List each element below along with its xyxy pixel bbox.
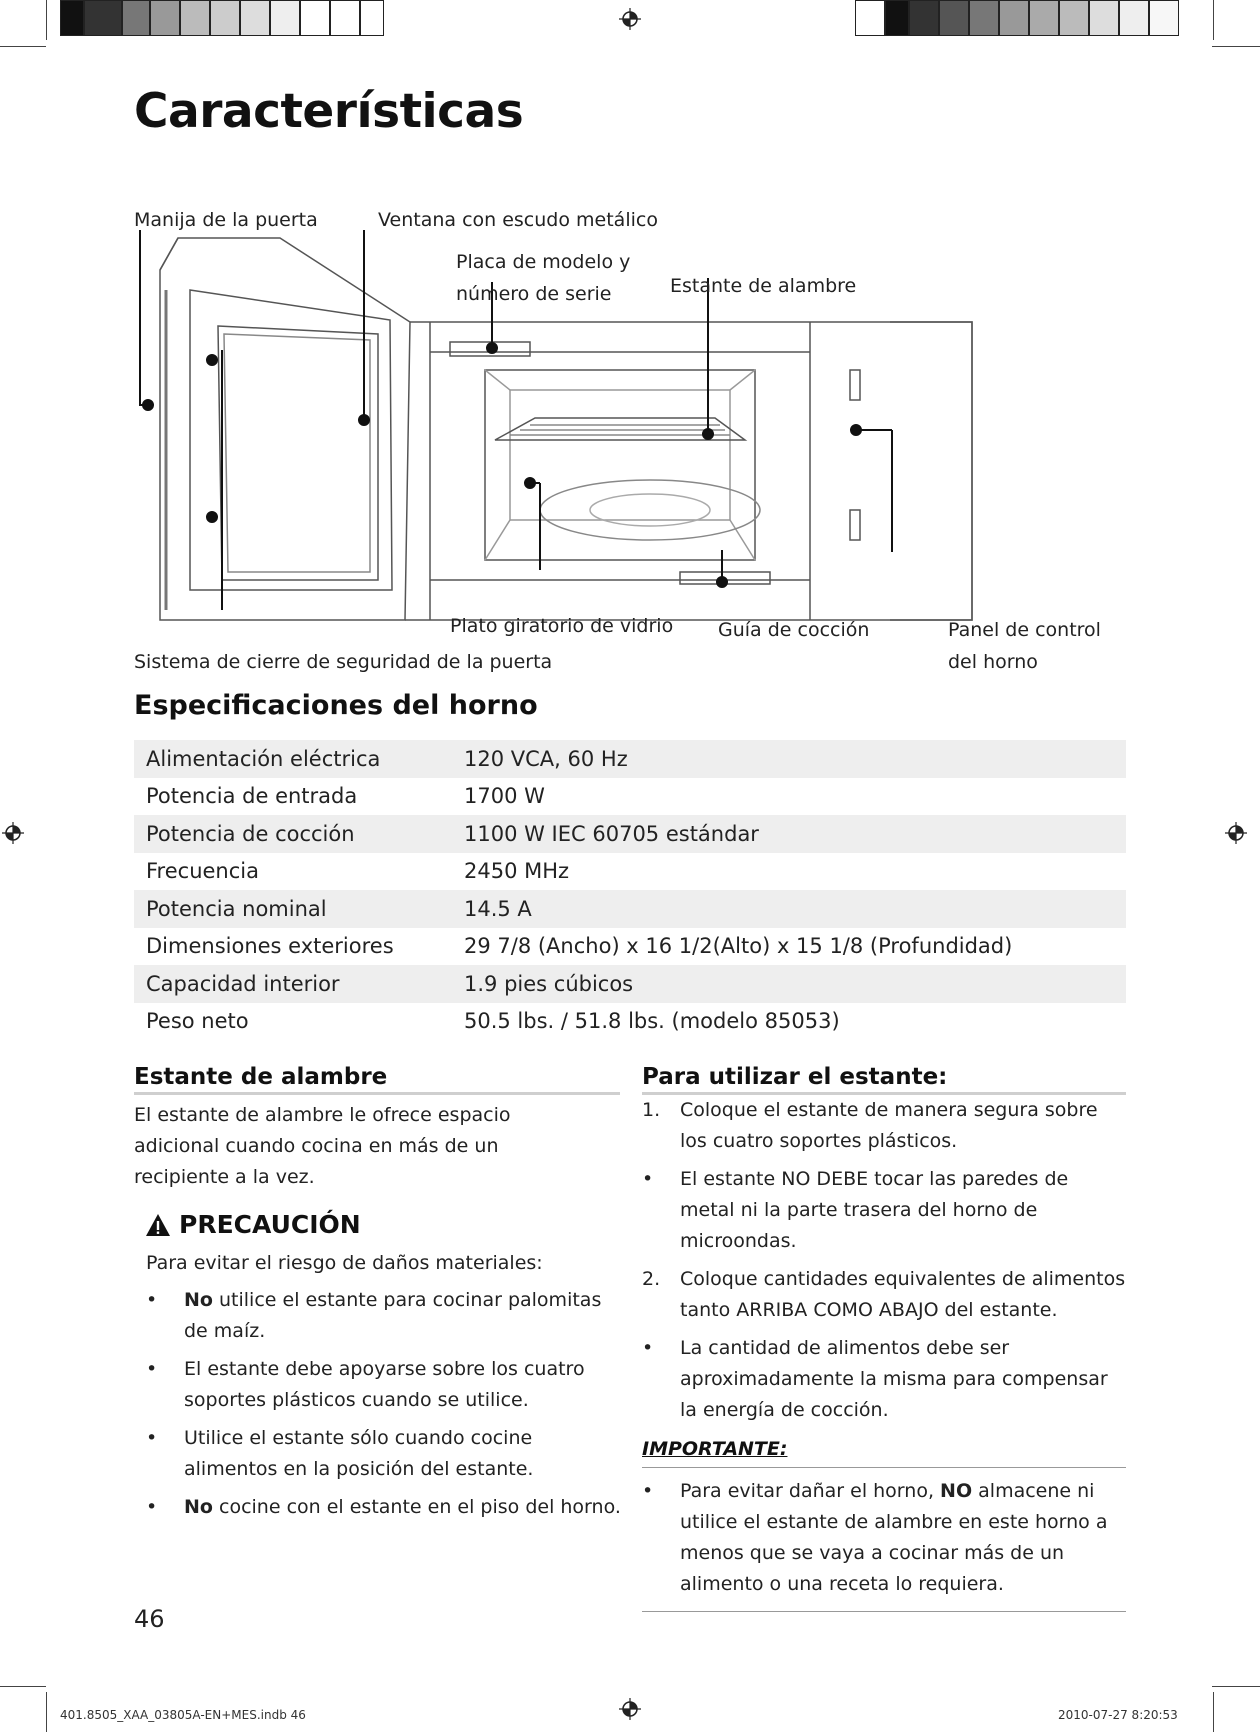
- crop-mark: [46, 0, 47, 40]
- footer-timestamp: 2010-07-27 8:20:53: [1058, 1708, 1178, 1722]
- registration-target-icon: [2, 822, 24, 844]
- spec-key: Potencia nominal: [134, 890, 452, 928]
- specs-title: Especificaciones del horno: [134, 690, 538, 721]
- label-window: Ventana con escudo metálico: [378, 209, 658, 231]
- bullet-bold: No: [184, 1289, 213, 1311]
- label-model-plate-2: número de serie: [456, 283, 612, 305]
- label-door-lock: Sistema de cierre de seguridad de la puerta: [134, 651, 553, 673]
- list-text: La cantidad de alimentos debe ser aproximadamente la misma para compensar la energía de cocción.: [680, 1337, 1108, 1421]
- caution-title-block: [145, 1210, 361, 1239]
- color-registration-bar-right: [855, 0, 1200, 36]
- registration-target-icon: [1225, 822, 1247, 844]
- list-item: [642, 1333, 1126, 1426]
- important-pre: Para evitar dañar el horno,: [680, 1480, 941, 1502]
- spec-value: 14.5 A: [452, 890, 1126, 928]
- list-marker: •: [642, 1337, 654, 1359]
- spec-key: Potencia de entrada: [146, 784, 358, 809]
- use-rack-column: [642, 1095, 1126, 1612]
- list-item: • Utilice el estante sólo cuando cocine alimentos en la posición del estante.: [146, 1427, 534, 1480]
- label-wire-rack: Estante de alambre: [670, 275, 857, 297]
- spec-value: 29 7/8 (Ancho) x 16 1/2(Alto) x 15 1/8 (Profundidad): [464, 934, 1013, 959]
- list-item: • No utilice el estante para cocinar palomitas de maíz.: [146, 1289, 602, 1342]
- spec-key: Potencia de cocción: [134, 815, 452, 853]
- caution-title: PRECAUCIÓN: [179, 1210, 361, 1239]
- specs-row: [134, 778, 1126, 816]
- spec-key: Peso neto: [146, 1009, 249, 1034]
- registration-target-icon: [619, 1698, 641, 1720]
- bullet-text: cocine con el estante en el piso del horno.: [212, 1496, 621, 1518]
- list-text: Coloque el estante de manera segura sobre los cuatro soportes plásticos.: [680, 1099, 1098, 1152]
- wire-rack-column: [134, 1100, 624, 1193]
- footer-file-name: 401.8505_XAA_03805A-EN+MES.indb 46: [60, 1708, 306, 1722]
- bullet-text: utilice el estante para cocinar palomitas de maíz.: [184, 1289, 602, 1342]
- warning-triangle-icon: [145, 1213, 171, 1237]
- specs-table: [134, 740, 1126, 1040]
- list-item: • Para evitar dañar el horno, NO almacene ni utilice el estante de alambre en este horno a menos que se vaya a cocinar más de un alimento o una receta lo requiera.: [642, 1480, 1108, 1595]
- bullet-text: Utilice el estante sólo cuando cocine alimentos en la posición del estante.: [184, 1427, 534, 1480]
- specs-row: [134, 853, 1126, 891]
- list-marker: •: [642, 1168, 654, 1190]
- label-turntable: Plato giratorio de vidrio: [450, 615, 674, 637]
- label-control-panel-2: del horno: [948, 651, 1038, 673]
- specs-row: [134, 965, 1126, 1003]
- spec-value: 120 VCA, 60 Hz: [452, 740, 1126, 778]
- use-rack-heading: Para utilizar el estante:: [642, 1064, 1126, 1095]
- page-number: 46: [134, 1605, 165, 1633]
- bullet-bold: No: [184, 1496, 213, 1518]
- specs-row: [134, 928, 1126, 966]
- spec-key: Frecuencia: [146, 859, 259, 884]
- page-title: Características: [134, 84, 524, 139]
- label-model-plate-1: Placa de modelo y: [456, 251, 631, 273]
- caution-body: [146, 1248, 624, 1530]
- important-box: [642, 1434, 1126, 1612]
- specs-row: [134, 815, 1126, 853]
- registration-target-icon: [619, 8, 641, 30]
- specs-row: [134, 1003, 1126, 1041]
- crop-mark: [0, 46, 46, 47]
- use-rack-list: [642, 1095, 1126, 1426]
- list-item: [642, 1164, 1126, 1257]
- specs-row: [134, 890, 1126, 928]
- list-item: [642, 1095, 1126, 1157]
- crop-mark: [1213, 1692, 1214, 1732]
- caution-intro: Para evitar el riesgo de daños materiales:: [146, 1252, 543, 1274]
- crop-mark: [1213, 0, 1214, 40]
- list-item: • No cocine con el estante en el piso del horno.: [146, 1496, 621, 1518]
- list-marker: 2.: [642, 1268, 661, 1290]
- spec-key: Dimensiones exteriores: [146, 934, 394, 959]
- important-list: [642, 1476, 1126, 1600]
- label-door-handle: Manija de la puerta: [134, 209, 318, 231]
- spec-value: 1.9 pies cúbicos: [452, 965, 1126, 1003]
- list-marker: 1.: [642, 1099, 661, 1121]
- microwave-diagram: [130, 230, 1110, 650]
- bullet-text: El estante debe apoyarse sobre los cuatro soportes plásticos cuando se utilice.: [184, 1358, 585, 1411]
- list-text: Coloque cantidades equivalentes de alimentos tanto ARRIBA COMO ABAJO del estante.: [680, 1268, 1126, 1321]
- list-item: • El estante debe apoyarse sobre los cuatro soportes plásticos cuando se utilice.: [146, 1358, 585, 1411]
- spec-value: 2450 MHz: [464, 859, 570, 884]
- spec-value: 50.5 lbs. / 51.8 lbs. (modelo 85053): [464, 1009, 840, 1034]
- spec-key: Alimentación eléctrica: [134, 740, 452, 778]
- crop-mark: [1212, 1686, 1260, 1687]
- crop-mark: [1212, 46, 1260, 47]
- important-heading: IMPORTANTE:: [642, 1434, 1126, 1468]
- spec-value: 1100 W IEC 60705 estándar: [452, 815, 1126, 853]
- important-post: almacene ni utilice el estante de alambre en este horno a menos que se vaya a cocinar más de un alimento o una receta lo requiera.: [680, 1480, 1108, 1595]
- crop-mark: [0, 1686, 46, 1687]
- color-registration-bar-left: [60, 0, 405, 36]
- spec-value: 1700 W: [464, 784, 545, 809]
- list-text: El estante NO DEBE tocar las paredes de metal ni la parte trasera del horno de microondas.: [680, 1168, 1069, 1252]
- caution-list: [146, 1285, 624, 1523]
- wire-rack-intro: El estante de alambre le ofrece espacio adicional cuando cocina en más de un recipiente a la vez.: [134, 1104, 511, 1188]
- label-cooking-guide: Guía de cocción: [718, 619, 870, 641]
- crop-mark: [46, 1692, 47, 1732]
- specs-row: [134, 740, 1126, 778]
- label-control-panel-1: Panel de control: [948, 619, 1101, 641]
- list-item: [642, 1264, 1126, 1326]
- important-bold: NO: [940, 1480, 973, 1502]
- spec-key: Capacidad interior: [134, 965, 452, 1003]
- wire-rack-heading: Estante de alambre: [134, 1064, 620, 1095]
